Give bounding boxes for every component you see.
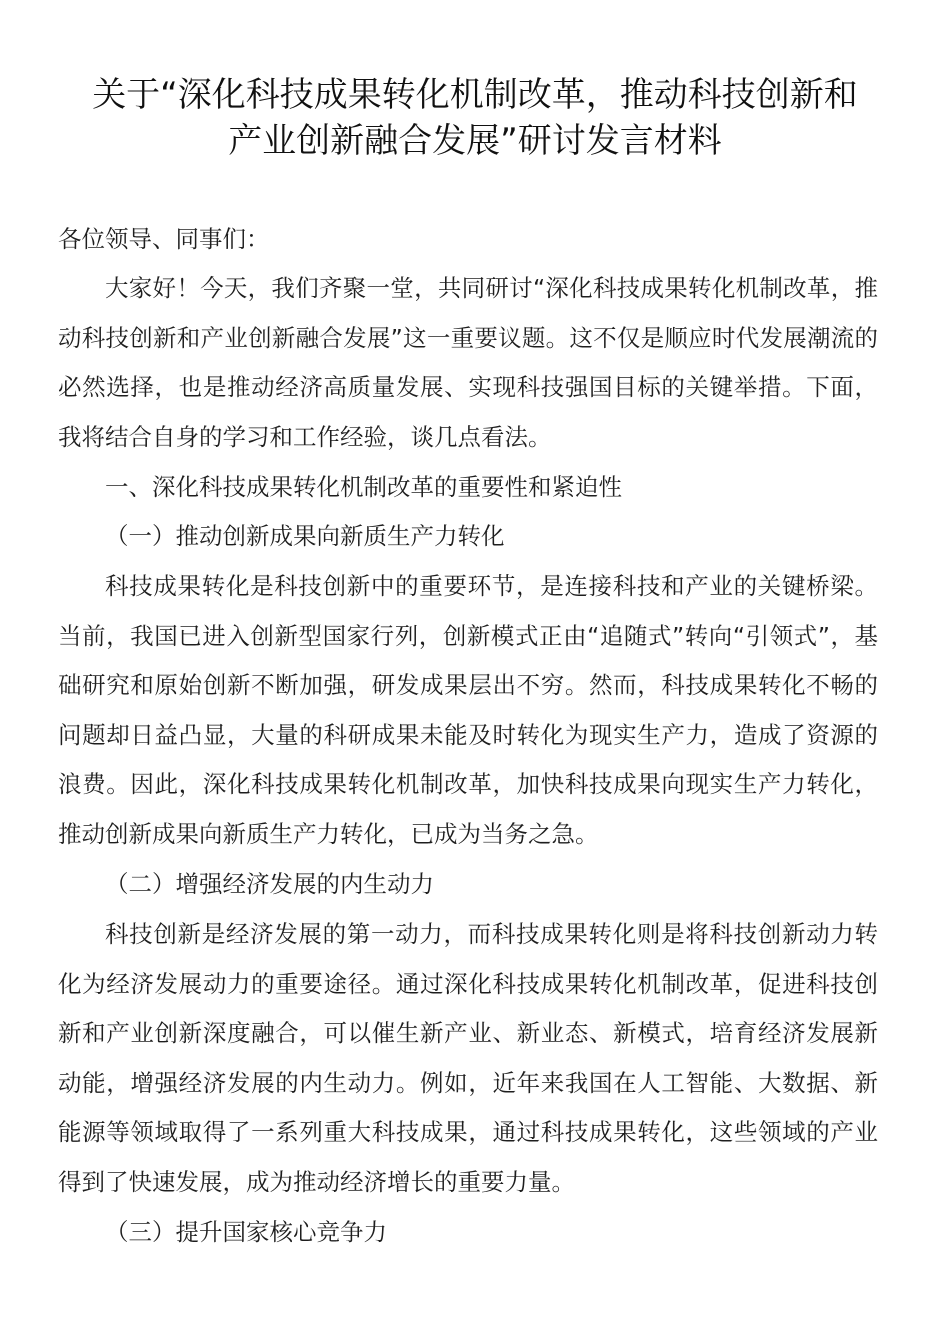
document-title-line-1: 关于“深化科技成果转化机制改革，推动科技创新和: [92, 75, 858, 115]
subsection-2-heading: （二）增强经济发展的内生动力: [105, 870, 434, 898]
salutation: 各位领导、同事们：: [58, 225, 270, 253]
subsection-1-body: 科技成果转化是科技创新中的重要环节，是连接科技和产业的关键桥梁。当前，我国已进入创新型国家行列，创新模式正由“追随式”转向“引领式”，基础研究和原始创新不断加强，研发成果层出不穷。然而，科技成果转化不畅的问题却日益凸显，大量的科研成果未能及时转化为现实生产力，造成了资源的浪费。因此，深化科技成果转化机制改革，加快科技成果向现实生产力转化，推动创新成果向新质生产力转化，已成为当务之急。: [58, 572, 878, 848]
subsection-2-body: 科技创新是经济发展的第一动力，而科技成果转化则是将科技创新动力转化为经济发展动力的重要途径。通过深化科技成果转化机制改革，促进科技创新和产业创新深度融合，可以催生新产业、新业态、新模式，培育经济发展新动能，增强经济发展的内生动力。例如，近年来我国在人工智能、大数据、新能源等领域取得了一系列重大科技成果，通过科技成果转化，这些领域的产业得到了快速发展，成为推动经济增长的重要力量。: [58, 920, 878, 1196]
subsection-1-heading: （一）推动创新成果向新质生产力转化: [105, 522, 505, 550]
section-1-heading: 一、深化科技成果转化机制改革的重要性和紧迫性: [105, 473, 622, 501]
document-title-line-2: 产业创新融合发展”研讨发言材料: [228, 121, 722, 161]
intro-paragraph: 大家好！今天，我们齐聚一堂，共同研讨“深化科技成果转化机制改革，推动科技创新和产业创新融合发展”这一重要议题。这不仅是顺应时代发展潮流的必然选择，也是推动经济高质量发展、实现科技强国目标的关键举措。下面，我将结合自身的学习和工作经验，谈几点看法。: [58, 274, 878, 451]
subsection-3-heading: （三）提升国家核心竞争力: [105, 1218, 387, 1246]
